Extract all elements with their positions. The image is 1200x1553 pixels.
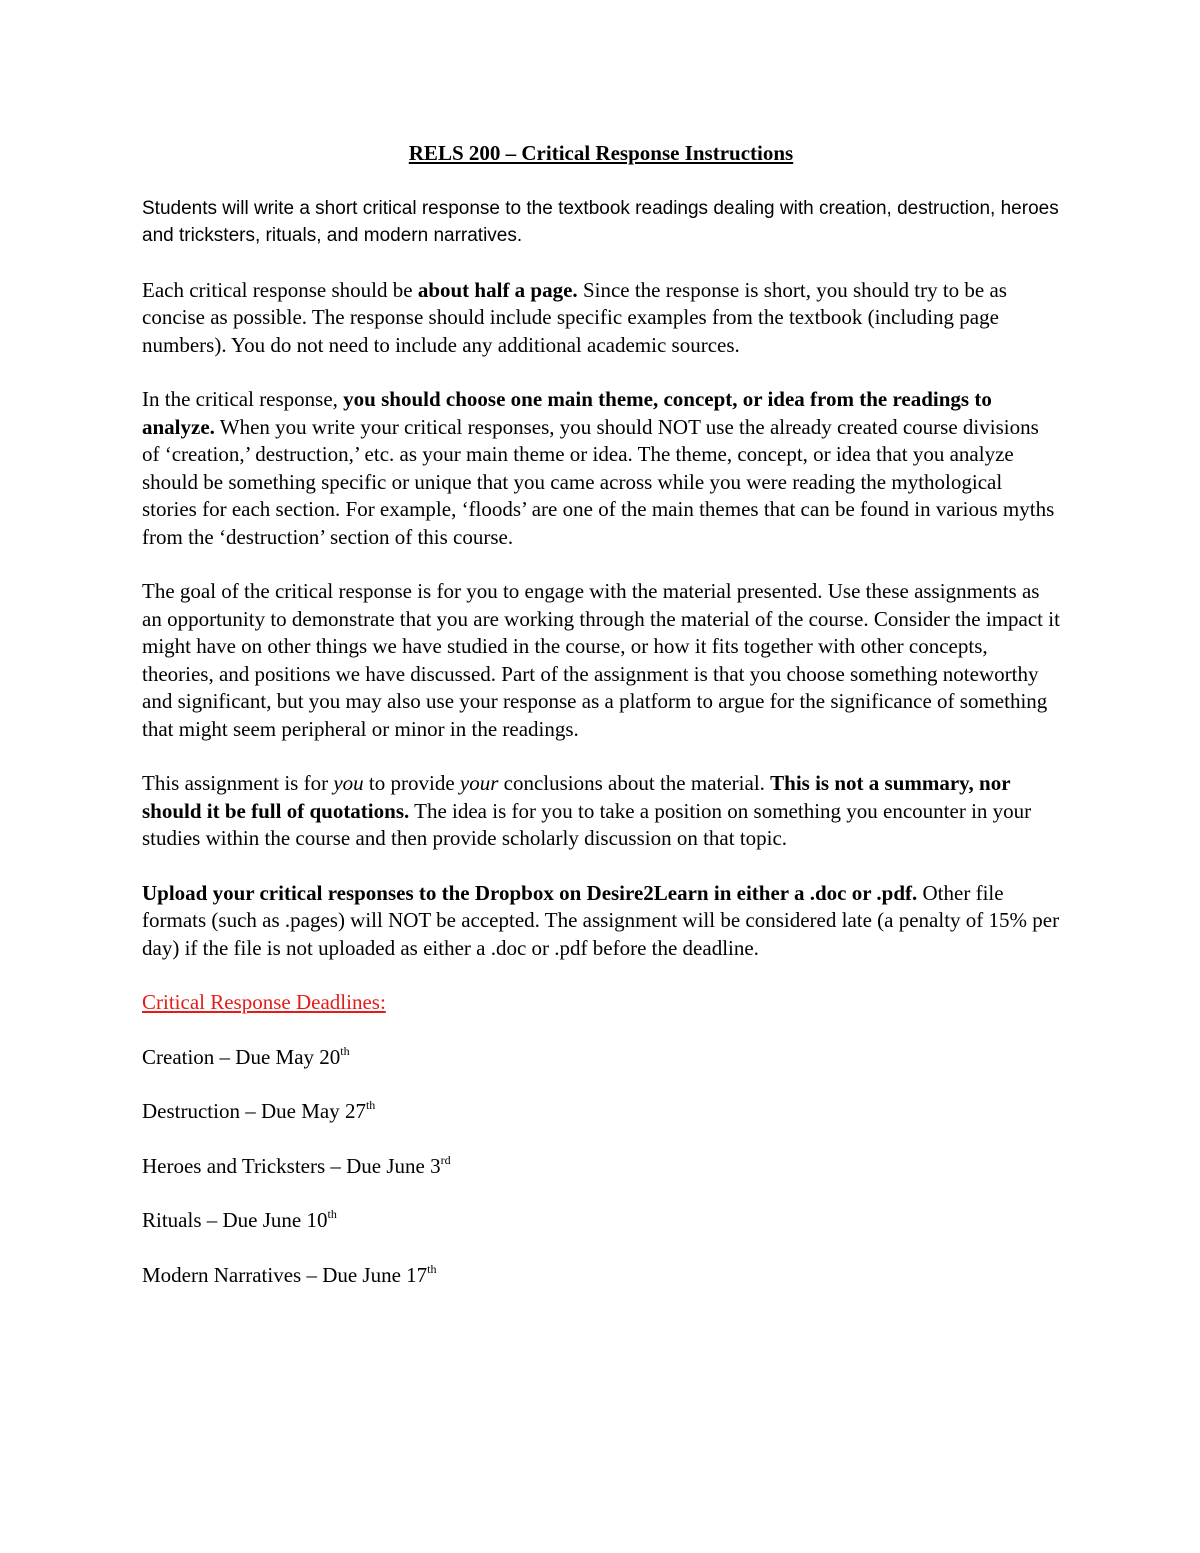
deadline-item-creation xyxy=(142,1044,1060,1072)
deadline-ordinal: th xyxy=(327,1207,337,1221)
goal-paragraph xyxy=(142,578,1060,743)
upload-text-bold: Upload your critical responses to the Dropbox on Desire2Learn in either a .doc or .pdf. xyxy=(142,880,918,905)
upload-text-b: Other file formats (such as .pages) will NOT be accepted. The assignment will be considered late (a penalty of 15% per day) if the file is not uploaded as either a .doc or .pdf before the deadline. xyxy=(142,880,1060,960)
theme-text-c: When you write your critical responses, you should NOT use the already created course divisions of ‘creation,’ destruction,’ etc. as your main theme or idea. The theme, concept, or idea that you analyze should be something specific or unique that you came across while you were reading the mythological stories for each section. For example, ‘floods’ are one of the main themes that can be found in various myths from the ‘destruction’ section of this course. xyxy=(142,414,1055,549)
goal-text: The goal of the critical response is for you to engage with the material presented. Use these assignments as an opportunity to demonstrate that you are working through the material of the course. Consider the impact it might have on other things we have studied in the course, or how it fits together with other concepts, theories, and positions we have discussed. Part of the assignment is that you choose something noteworthy and significant, but you may also use your response as a platform to argue for the significance of something that might seem peripheral or minor in the readings. xyxy=(142,579,1060,741)
conclusions-text-e: conclusions about the material. xyxy=(498,771,771,795)
conclusions-text-you: you xyxy=(333,771,364,795)
length-paragraph xyxy=(142,277,1060,360)
conclusions-text-bold: This is not a summary, nor should it be full of quotations. xyxy=(142,771,1011,823)
conclusions-text-your: your xyxy=(459,771,499,795)
length-text-bold: about half a page. xyxy=(417,277,578,302)
deadline-text: Modern Narratives – Due June 17 xyxy=(142,1262,428,1287)
deadline-ordinal: th xyxy=(427,1261,437,1276)
deadline-ordinal: th xyxy=(340,1043,350,1058)
deadline-item-heroes xyxy=(142,1153,1060,1181)
theme-text-a: In the critical response, xyxy=(142,387,344,411)
intro-text: Students will write a short critical response to the textbook readings dealing with creation, destruction, heroes and tricksters, rituals, and modern narratives. xyxy=(142,197,1059,246)
intro-paragraph xyxy=(142,195,1060,250)
deadline-item-modern-narratives xyxy=(142,1262,1060,1290)
deadline-text: Heroes and Tricksters – Due June 3 xyxy=(142,1153,441,1178)
deadline-text: Destruction – Due May 27 xyxy=(142,1099,366,1123)
length-text-a: Each critical response should be xyxy=(142,277,418,302)
document-body xyxy=(142,140,1060,1316)
conclusions-text-a: This assignment is for xyxy=(142,771,334,795)
deadline-text: Creation – Due May 20 xyxy=(142,1044,341,1069)
deadlines-heading: Critical Response Deadlines: xyxy=(142,990,386,1014)
theme-paragraph xyxy=(142,386,1060,551)
deadline-item-rituals xyxy=(142,1207,1060,1235)
upload-paragraph xyxy=(142,880,1060,963)
theme-text-bold: you should choose one main theme, concept, or idea from the readings to analyze. xyxy=(142,387,992,439)
deadline-text: Rituals – Due June 10 xyxy=(142,1208,328,1232)
deadline-item-destruction xyxy=(142,1098,1060,1126)
deadline-ordinal: rd xyxy=(440,1152,451,1167)
length-text-c: Since the response is short, you should try to be as concise as possible. The response should include specific examples from the textbook (including page numbers). You do not need to include any additional academic sources. xyxy=(142,277,1007,357)
document-title: RELS 200 – Critical Response Instructions xyxy=(408,141,794,165)
deadline-ordinal: th xyxy=(365,1098,376,1112)
conclusions-paragraph xyxy=(142,770,1060,853)
conclusions-text-g: The idea is for you to take a position on something you encounter in your studies within the course and then provide scholarly discussion on that topic. xyxy=(142,798,1032,850)
conclusions-text-c: to provide xyxy=(363,771,460,795)
